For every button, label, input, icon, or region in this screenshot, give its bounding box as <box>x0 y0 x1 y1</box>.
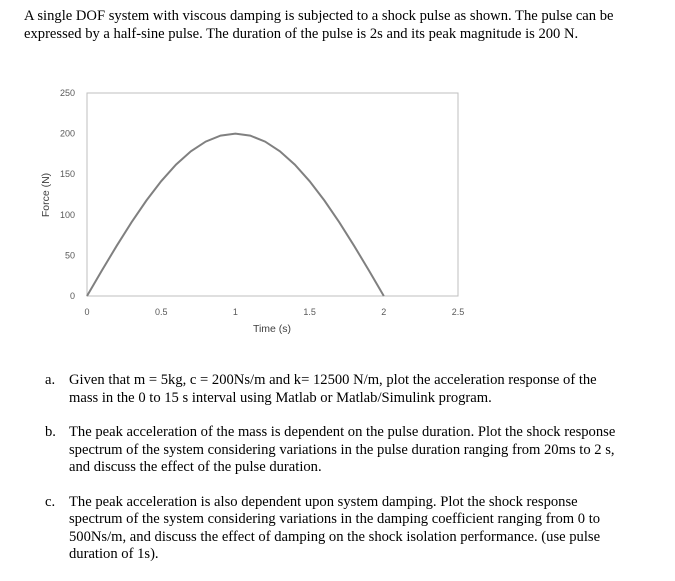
x-tick-label: 2 <box>381 307 387 317</box>
y-axis-title: Force (N) <box>40 172 52 218</box>
y-tick-label: 50 <box>64 250 75 261</box>
x-tick-label: 1.5 <box>303 307 316 317</box>
question-list <box>45 372 620 581</box>
x-tick-label: 0.5 <box>154 307 168 317</box>
question-label: a. <box>45 372 56 388</box>
question-label: b. <box>45 424 56 440</box>
x-axis-title: Time (s) <box>252 323 292 335</box>
question-item <box>45 494 620 564</box>
question-item <box>45 372 620 407</box>
x-tick-label: 0 <box>84 307 90 317</box>
problem-statement: A single DOF system with viscous damping is subjected to a shock pulse as shown. The pulse can be expressed by a half-sine pulse. The duration of the pulse is 2s and its peak magnitude is 200 N. <box>24 8 614 42</box>
question-text: The peak acceleration is also dependent upon system damping. Plot the shock response spectrum of the system considering variations in the damping coefficient ranging from 0 to 500Ns/m, and discuss the effect of damping on the shock isolation performance. (use pulse duration of 1s). <box>69 493 601 562</box>
question-text: Given that m = 5kg, c = 200Ns/m and k= 12500 N/m, plot the acceleration response of the mass in the 0 to 15 s interval using Matlab or Matlab/Simulink program. <box>69 372 597 406</box>
y-tick-label: 200 <box>59 128 75 139</box>
question-text: The peak acceleration of the mass is dependent on the pulse duration. Plot the shock response spectrum of the system considering variations in the pulse duration ranging from 20ms to 2 s, and discuss the effect of the pulse duration. <box>69 424 616 475</box>
y-tick-label: 0 <box>69 291 75 301</box>
question-item <box>45 424 620 477</box>
plot-area-frame <box>87 93 458 296</box>
y-tick-label: 150 <box>59 169 75 180</box>
pulse-series-line <box>87 134 384 296</box>
x-tick-label: 2.5 <box>451 307 465 317</box>
y-tick-label: 100 <box>59 209 75 220</box>
question-label: c. <box>45 493 56 510</box>
x-tick-label: 1 <box>232 307 238 317</box>
y-tick-label: 250 <box>59 88 75 98</box>
